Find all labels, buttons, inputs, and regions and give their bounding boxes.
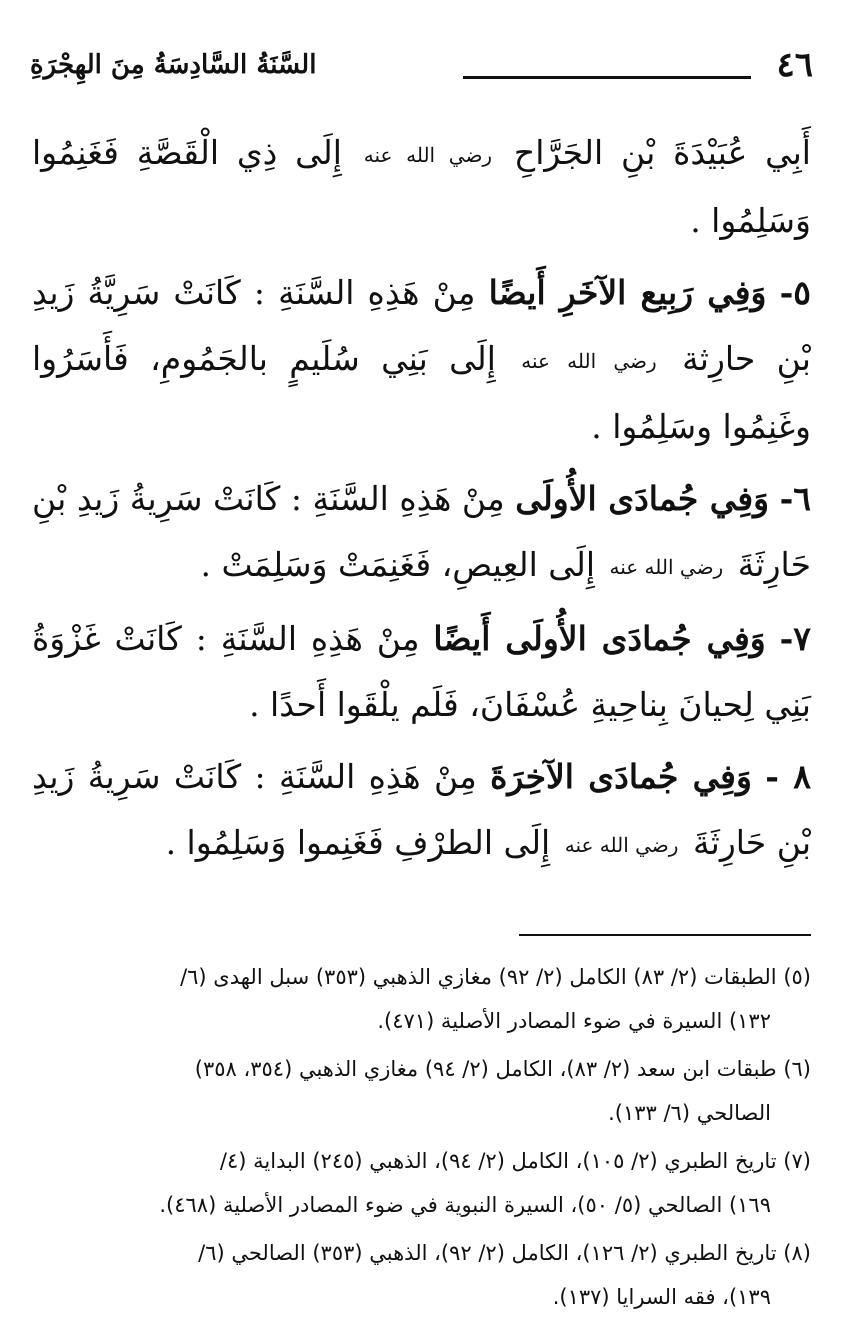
date-phrase: وَفِي جُمادَى الأُولَى	[515, 479, 770, 518]
footnote-line: ١٣٢) السيرة في ضوء المصادر الأصلية (٤٧١).	[377, 1009, 771, 1033]
honorific-glyph: رضي الله عنه	[521, 349, 657, 373]
para-text: إِلَى الطرْفِ فَغَنِموا وَسَلِمُوا .	[165, 823, 551, 862]
header-rule	[463, 76, 751, 79]
footnote-line: (٥) الطبقات (٢/ ٨٣) الكامل (٢/ ٩٢) مغازي الذهبي (٣٥٣) سبل الهدى (٦/	[180, 965, 811, 989]
footnote-line: ١٦٩) الصالحي (٥/ ٥٠)، السيرة النبوية في ضوء المصادر الأصلية (٤٦٨).	[159, 1193, 771, 1217]
footnote-7	[32, 1139, 811, 1227]
footnote-separator	[519, 934, 811, 936]
para-text: مِنْ هَذِهِ السَّنَةِ : كَانَتْ سَرِيةُ زَيدِ بْنِ حَارِثَةَ	[32, 479, 811, 584]
paragraph-item-5	[32, 260, 811, 460]
footnotes	[32, 955, 811, 1323]
footnote-line: الصالحي (٦/ ١٣٣).	[608, 1101, 771, 1125]
paragraph-item-6	[32, 466, 811, 600]
item-number: ٧-	[779, 619, 812, 658]
date-phrase: وَفِي رَبِيع الآخَرِ أَيضًا	[488, 273, 767, 312]
running-header	[30, 44, 813, 86]
footnote-line: (٨) تاريخ الطبري (٢/ ١٢٦)، الكامل (٢/ ٩٢)، الذهبي (٣٥٣) الصالحي (٦/	[198, 1241, 811, 1265]
footnote-8	[32, 1231, 811, 1319]
para-text: إِلَى العِيصِ، فَغَنِمَتْ وَسَلِمَتْ .	[200, 545, 595, 584]
footnote-line: ١٣٩)، فقه السرايا (١٣٧).	[552, 1285, 771, 1309]
footnote-line: (٧) تاريخ الطبري (٢/ ١٠٥)، الكامل (٢/ ٩٤)، الذهبي (٢٤٥) البداية (٤/	[219, 1149, 811, 1173]
para-text: إِلَى ذِي الْقَصَّةِ فَغَنِمُوا وَسَلِمُوا .	[32, 133, 811, 240]
paragraph-item-7	[32, 606, 811, 738]
page-number: ٤٦	[776, 45, 813, 85]
para-text: مِنْ هَذِهِ السَّنَةِ : كَانَتْ غَزْوَةُ بَنِي لِحيانَ بِناحِيةِ عُسْفَانَ، فَلَم يلْقَوا أَحدًا .	[32, 619, 811, 724]
item-number: ٨ -	[765, 757, 811, 796]
paragraph-continuation	[32, 120, 811, 254]
item-number: ٦-	[779, 479, 811, 518]
paragraph-item-8	[32, 744, 811, 878]
honorific-glyph: رضي الله عنه	[363, 143, 493, 167]
para-text: أَبِي عُبَيْدَةَ بْنِ الجَرَّاحِ	[513, 133, 811, 172]
para-text: مِنْ هَذِهِ السَّنَةِ : كَانَتْ سَرِيَّةُ زَيدِ بْنِ حارِثة	[32, 273, 811, 378]
footnote-6	[32, 1047, 811, 1135]
date-phrase: وَفِي جُمادَى الآخِرَةَ	[490, 757, 752, 796]
item-number: ٥-	[779, 273, 811, 312]
footnote-line: (٦) طبقات ابن سعد (٢/ ٨٣)، الكامل (٢/ ٩٤) مغازي الذهبي (٣٥٤، ٣٥٨)	[194, 1057, 811, 1081]
date-phrase: وَفِي جُمادَى الأُولَى أَيضًا	[433, 619, 766, 658]
footnote-5	[32, 955, 811, 1043]
para-text: إِلَى بَنِي سُلَيمٍ بالجَمُومِ، فَأَسَرُوا وغَنِمُوا وسَلِمُوا .	[32, 339, 811, 446]
main-text	[32, 120, 811, 884]
running-title: السَّنَةُ السَّادِسَةُ مِنَ الهِجْرَةِ	[30, 50, 317, 80]
honorific-glyph: رضي الله عنه	[609, 555, 724, 579]
para-text: مِنْ هَذِهِ السَّنَةِ : كَانَتْ سَرِيةُ زَيدِ بْنِ حَارِثَةَ	[32, 757, 811, 862]
honorific-glyph: رضي الله عنه	[564, 833, 679, 857]
